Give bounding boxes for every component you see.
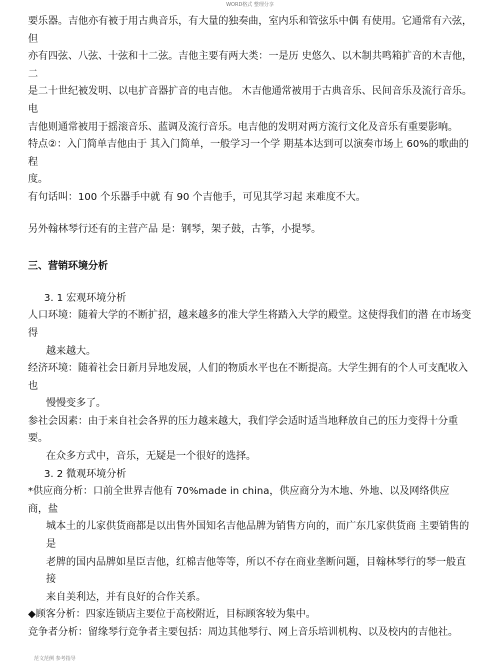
society-paragraph: [28, 413, 472, 466]
document-body: [28, 13, 472, 642]
text-line: 特点②：入门简单吉他由于 其入门简单，一般学习一个学 期基本达到可以演奏市场上 60%的歌曲的程: [28, 139, 469, 168]
text-line: 度。: [28, 174, 48, 186]
customer-paragraph: ◆顾客分析：四家连锁店主要位于高校附近，目标顾客较为集中。: [28, 609, 316, 621]
text-line: 老牌的国内品牌如星臣吉他，红棉吉他等等，所以不存在商业垄断问题，目翰林琴行的琴一般直接: [46, 556, 466, 586]
text-line: 参社会因素：由于来自社会各界的压力越来越大，我们学会适时适当地释放自己的压力变得十分重要。: [28, 415, 458, 445]
competitor-paragraph: 竞争者分析：留缘琴行竞争者主要包括：周边其他琴行、网上音乐培训机构、以及校内的吉他社。: [28, 627, 458, 638]
spacer: [28, 207, 472, 221]
population-paragraph: [28, 307, 472, 360]
spacer: [28, 238, 472, 258]
features-paragraph: [28, 136, 472, 189]
page-header-text: WORD格式 整理分享: [226, 2, 274, 8]
text-line: 是二十世纪被发明、以电扩音器扩音的电吉他。 木吉他通常被用于古典音乐、民间音乐及流行音乐。电: [28, 86, 472, 115]
economy-paragraph: [28, 360, 472, 413]
page-footer-text: 范文范例 参考指导: [34, 656, 76, 662]
text-line: 在众多方式中，音乐，无疑是一个很好的选择。: [46, 451, 256, 463]
text-line: 吉他则通常被用于摇滚音乐、蓝调及流行音乐。电吉他的发明对两方流行文化及音乐有重要影响。: [28, 121, 458, 133]
text-line: *供应商分析：口前全世界吉他有 70%made in china，供应商分为木地、外地、以及网络供应 商，盐: [28, 486, 450, 515]
saying-paragraph: 有句话叫：100 个乐器手中就 有 90 个吉他手，可见其学习起 来难度不大。: [28, 191, 366, 203]
text-line: 城本土的儿家供货商都是以出售外国知名吉他品牌为销售方向的，而广东几家供货商 主要销售的是: [46, 521, 470, 551]
text-line: 人口环境：随着大学的不断扩招，越来越多的准大学生将踏入大学的殿堂。这使得我们的潜 在市场变得: [28, 310, 472, 339]
section-heading: 三、营销环境分析: [28, 261, 108, 273]
intro-paragraph: [28, 13, 472, 136]
text-line: 亦有四弦、八弦、十弦和十二弦。吉他主要有两大类：一是历 史悠久、以木制共鸣箱扩音的木吉他，二: [28, 51, 472, 80]
subsection-heading-micro: 3. 2 微观环境分析: [44, 468, 127, 480]
text-line: 越来越大。: [46, 345, 96, 357]
other-products-paragraph: 另外翰林琴行还有的主营产品 是：钢琴，架子鼓，古筝，小提琴。: [28, 223, 322, 235]
spacer: [28, 276, 472, 290]
subsection-heading-macro: 3. 1 宏观环境分析: [44, 292, 127, 304]
text-line: 经济环境：随着社会日新月异地发展，人们的物质水平也在不断提高。大学生拥有的个人可支配收入也: [28, 363, 468, 392]
supplier-paragraph: [28, 483, 472, 606]
text-line: 慢慢变多了。: [46, 398, 106, 410]
text-line: 要乐器。吉他亦有被于用古典音乐，有大量的独奏曲，室内乐和管弦乐中偶 有使用。它通常有六弦，但: [28, 16, 472, 45]
text-line: 来自美利达，并有良好的合作关系。: [46, 591, 206, 603]
